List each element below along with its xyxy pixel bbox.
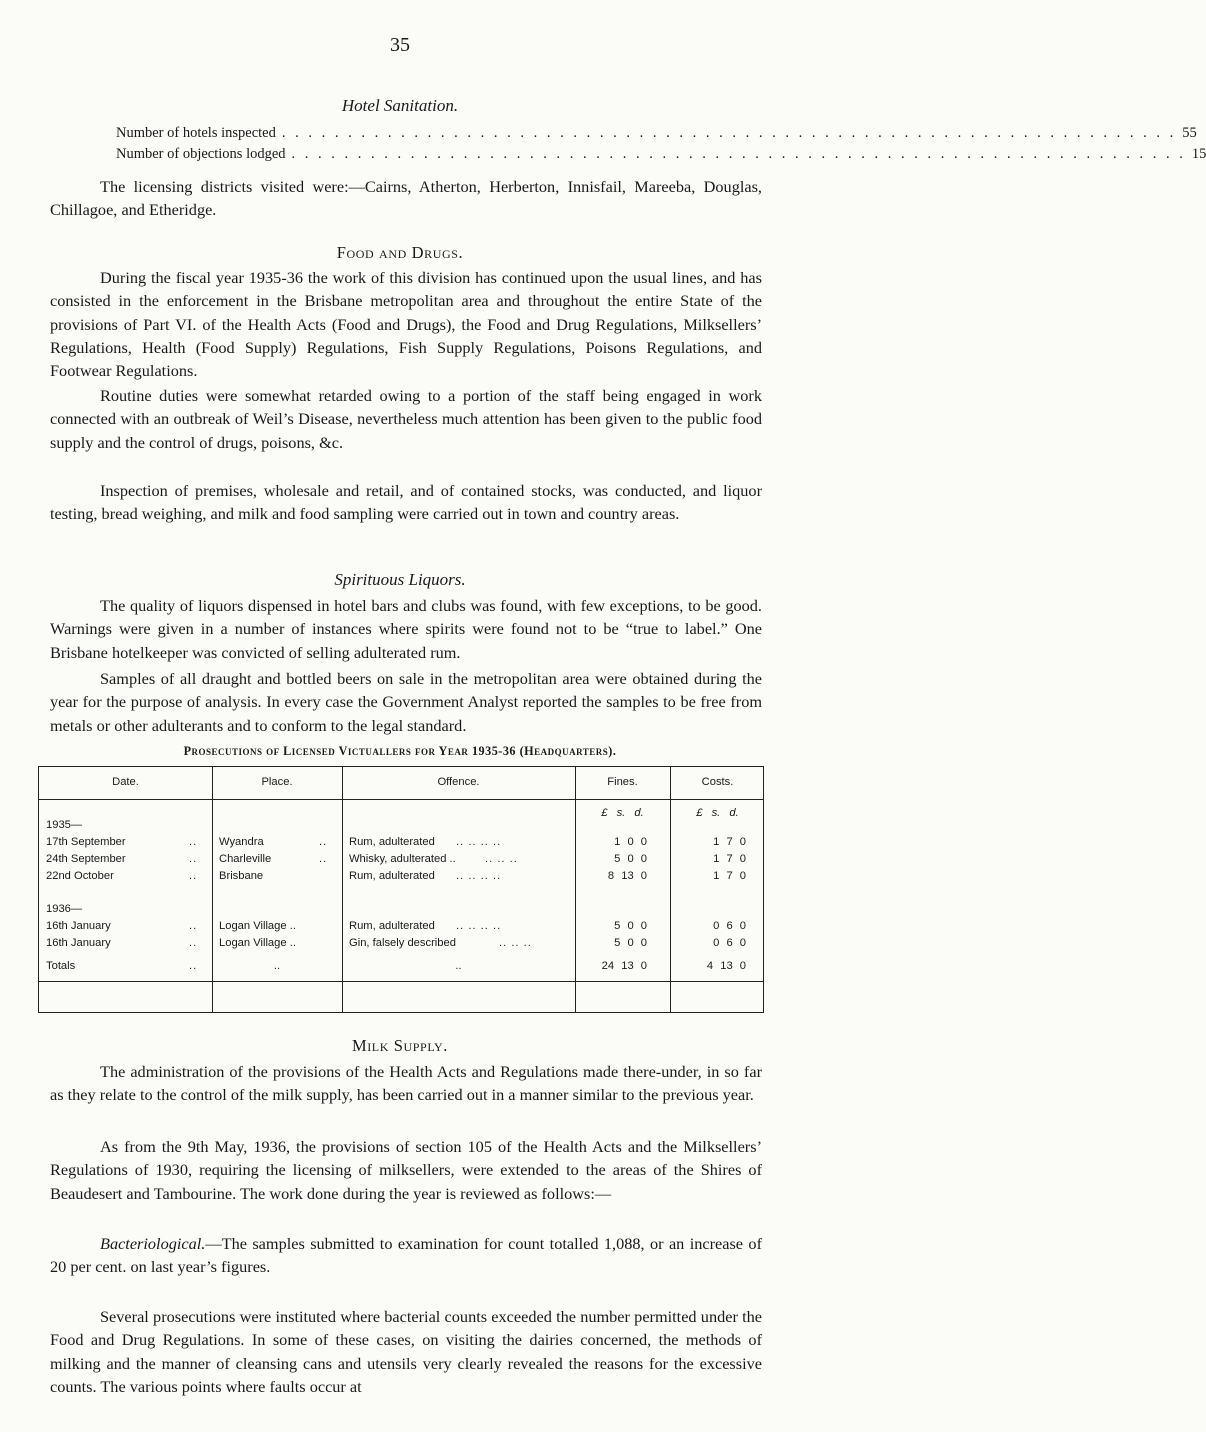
totals-costs: 4 13 0 [706,960,746,972]
bacteriological-label: Bacteriological. [100,1234,206,1253]
row-cost: 0 6 0 [713,920,746,932]
dot-leader: .. [189,960,198,972]
row-fine: 5 0 0 [614,853,647,865]
row-cost: 1 7 0 [713,853,746,865]
row-place: Brisbane [219,870,264,882]
hotels-inspected-row [116,125,1197,142]
column-divider [342,767,343,1012]
dot-leader: .. [189,870,198,882]
costs-units: £ s. d. [696,807,739,819]
row-fine: 5 0 0 [614,937,647,949]
milk-paragraph-1: The administration of the provisions of the Health Acts and Regulations made there-under, in so far as they relate to the control of the milk supply, has been carried out in a manner similar to the previous year. [50,1062,762,1105]
header-costs: Costs. [701,776,734,788]
prosecutions-table [38,766,764,1013]
prosecutions-table-title: Prosecutions of Licensed Victuallers for Year 1935-36 (Headquarters). [183,744,617,758]
row-offence: Gin, falsely described [349,937,456,949]
dot-leader: . . . . . . . . . . . . . . . . . . . . . . . . . . . . . . . . . . . . . . . . . . . . . . . . . . . . . . . . . . . . . . . . . . . . [291,146,1186,162]
year-label: 1936— [46,903,83,915]
dot-leader: .. [319,836,328,848]
dot-leader: .. .. .. [485,853,518,865]
row-date: 24th September [46,853,126,865]
row-offence: Rum, adulterated [349,836,435,848]
hotel-sanitation-heading: Hotel Sanitation. [341,96,459,115]
column-divider [670,767,671,1012]
dot-leader: .. [189,920,198,932]
totals-place: .. [273,960,281,972]
row-cost: 1 7 0 [713,870,746,882]
row-date: 22nd October [46,870,114,882]
row-place: Wyandra [219,836,264,848]
dot-leader: .. [189,937,198,949]
hotels-inspected-label: Number of hotels inspected [116,125,276,141]
totals-offence: .. [455,960,462,972]
header-place: Place. [261,776,293,788]
milk-paragraph-4: Several prosecutions were instituted where bacterial counts exceeded the number permitted under the Food and Drug Regulations. In some of these cases, on visiting the dairies concerned, the methods of milking and the manner of cleansing cans and utensils very clearly revealed the reasons for the excessive counts. The various points where faults occur at [50,1307,762,1396]
fines-units: £ s. d. [601,807,644,819]
liquors-paragraph-2: Samples of all draught and bottled beers on sale in the metropolitan area were obtained during the year for the purpose of analysis. In every case the Government Analyst reported the samples to be free from metals or other adulterants and to conform to the legal standard. [50,669,762,735]
year-label: 1935— [46,819,83,831]
objections-lodged-label: Number of objections lodged [116,146,286,162]
header-date: Date. [112,776,139,788]
licensing-districts-paragraph: The licensing districts visited were:—Cairns, Atherton, Herberton, Innisfail, Mareeba, Douglas, Chillagoe, and Etheridge. [50,177,762,220]
objections-lodged-value: 15 [1191,146,1206,162]
row-date: 16th January [46,937,111,949]
bacteriological-paragraph [50,1232,762,1279]
row-offence: Rum, adulterated [349,870,435,882]
dot-leader: .. .. .. .. [456,836,502,848]
bacteriological-text: —The samples submitted to examination for count totalled 1,088, or an increase of 20 per cent. on last year’s figures. [50,1234,762,1277]
food-drugs-paragraph-2: Routine duties were somewhat retarded owing to a portion of the staff being engaged in work connected with an outbreak of Weil’s Disease, nevertheless much attention has been given to the public food supply and the control of drugs, poisons, &c. [50,386,762,452]
column-divider [212,767,213,1012]
row-place: Logan Village .. [219,937,296,949]
row-offence: Whisky, adulterated .. [349,853,456,865]
row-cost: 1 7 0 [713,836,746,848]
header-fines: Fines. [607,776,638,788]
row-place: Charleville [219,853,272,865]
row-date: 16th January [46,920,111,932]
totals-divider [39,981,763,982]
dot-leader: .. .. .. .. [456,920,502,932]
hotels-inspected-value: 55 [1182,125,1197,141]
row-offence: Rum, adulterated [349,920,435,932]
column-divider [575,767,576,1012]
row-date: 17th September [46,836,126,848]
objections-lodged-row [116,146,1206,163]
totals-label: Totals [46,960,76,972]
dot-leader: .. [319,853,328,865]
liquors-paragraph-1: The quality of liquors dispensed in hotel bars and clubs was found, with few exceptions, to be good. Warnings were given in a number of instances where spirits were found not to be “true to label.” One Brisbane hotelkeeper was convicted of selling adulterated rum. [50,596,762,662]
row-fine: 1 0 0 [614,836,647,848]
dot-leader: .. .. .. [499,937,532,949]
spirituous-liquors-heading: Spirituous Liquors. [334,570,466,589]
row-place: Logan Village .. [219,920,296,932]
row-cost: 0 6 0 [713,937,746,949]
header-divider [39,799,763,800]
food-drugs-paragraph-1: During the fiscal year 1935-36 the work of this division has continued upon the usual lines, and has consisted in the enforcement in the Brisbane metropolitan area and throughout the entire State of the provisions of Part VI. of the Health Acts (Food and Drugs), the Food and Drug Regulations, Milksellers’ Regulations, Health (Food Supply) Regulations, Fish Supply Regulations, Poisons Regulations, and Footwear Regulations. [50,268,762,381]
totals-fines: 24 13 0 [601,960,647,972]
food-and-drugs-heading: Food and Drugs. [336,243,464,262]
header-offence: Offence. [437,776,480,788]
dot-leader: .. .. .. .. [456,870,502,882]
page-number: 35 [390,34,410,56]
food-drugs-paragraph-3: Inspection of premises, wholesale and retail, and of contained stocks, was conducted, and liquor testing, bread weighing, and milk and food sampling were carried out in town and country areas. [50,481,762,524]
row-fine: 8 13 0 [607,870,647,882]
dot-leader: . . . . . . . . . . . . . . . . . . . . . . . . . . . . . . . . . . . . . . . . . . . . . . . . . . . . . . . . . . . . . . . . . . . . [281,125,1177,141]
milk-supply-heading: Milk Supply. [351,1036,449,1055]
milk-paragraph-2: As from the 9th May, 1936, the provisions of section 105 of the Health Acts and the Milksellers’ Regulations of 1930, requiring the licensing of milksellers, were extended to the areas of the Shires of Beaudesert and Tambourine. The work done during the year is reviewed as follows:— [50,1137,762,1203]
dot-leader: .. [189,836,198,848]
dot-leader: .. [189,853,198,865]
row-fine: 5 0 0 [614,920,647,932]
